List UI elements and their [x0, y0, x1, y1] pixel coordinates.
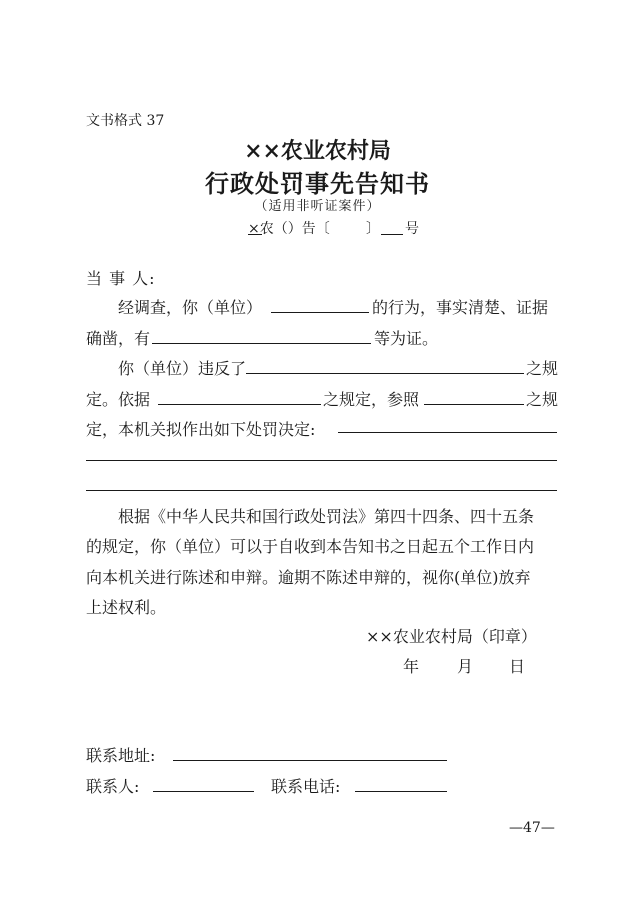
para3-line-4: 上述权利。 [86, 598, 167, 617]
document-subtitle: （适用非听证案件） [254, 199, 381, 214]
contact-address-field[interactable] [173, 760, 447, 761]
para1-text-2: 的行为，事实清楚、证据 [372, 298, 549, 317]
date-month: 月 [457, 657, 474, 676]
penalty-decision-field-1[interactable] [338, 432, 557, 433]
agency-title: ××农业农村局 [244, 138, 391, 164]
penalty-decision-field-3[interactable] [86, 490, 557, 491]
para2-text-3: 定。依据 [86, 390, 151, 409]
contact-person-label: 联系人: [86, 777, 140, 796]
contact-phone-field[interactable] [355, 791, 447, 792]
penalty-decision-field-2[interactable] [86, 460, 557, 461]
para1-text-4: 等为证。 [374, 329, 439, 348]
para2-text-5: 之规 [526, 390, 559, 409]
para2-text-4: 之规定，参照 [323, 390, 420, 409]
page-number: —47— [509, 820, 555, 836]
para1-text-3: 确凿，有 [86, 329, 151, 348]
para2-text-1: 你（单位）违反了 [118, 359, 247, 378]
doc-number-underline-2 [381, 234, 403, 235]
contact-address-label: 联系地址: [86, 746, 156, 765]
doc-number-bracket-close: 〕 [366, 221, 380, 237]
date-year: 年 [403, 657, 420, 676]
doc-number-suffix: 号 [405, 221, 419, 237]
reference-field[interactable] [424, 404, 524, 405]
contact-person-field[interactable] [153, 791, 254, 792]
violation-behavior-field[interactable] [271, 312, 369, 313]
para3-line-2: 的规定，你（单位）可以于自收到本告知书之日起五个工作日内 [86, 537, 535, 556]
party-label: 当 事 人: [86, 269, 156, 288]
document-title: 行政处罚事先告知书 [205, 169, 430, 198]
contact-phone-label: 联系电话: [271, 777, 341, 796]
para2-text-6: 定，本机关拟作出如下处罚决定: [86, 420, 316, 439]
evidence-field[interactable] [152, 343, 371, 344]
doc-number-underline-1 [248, 234, 262, 235]
para3-line-1: 根据《中华人民共和国行政处罚法》第四十四条、四十五条 [118, 507, 535, 526]
para3-line-3: 向本机关进行陈述和申辩。逾期不陈述申辩的，视你(单位)放弃 [86, 568, 531, 587]
date-day: 日 [509, 657, 526, 676]
seal-line: ××农业农村局（印章） [366, 627, 537, 646]
violated-regulation-field[interactable] [246, 373, 524, 374]
legal-basis-field[interactable] [158, 404, 321, 405]
doc-number-prefix: ×农（）告〔 [248, 221, 330, 237]
para1-text-1: 经调查，你（单位） [118, 298, 263, 317]
para2-text-2: 之规 [526, 359, 559, 378]
format-label: 文书格式 37 [86, 113, 165, 129]
